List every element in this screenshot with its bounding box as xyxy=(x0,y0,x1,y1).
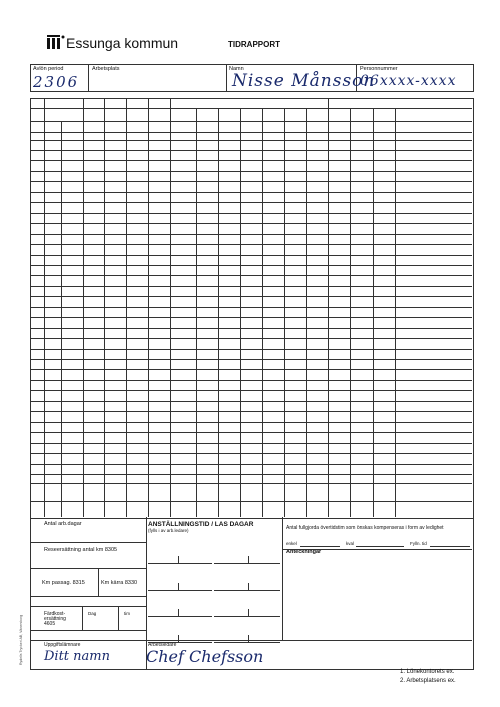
grid-line xyxy=(178,556,179,563)
period-value[interactable]: 2306 xyxy=(33,73,80,91)
grid-line xyxy=(148,642,212,643)
name-label: Namn xyxy=(229,66,244,72)
grid-line xyxy=(356,546,404,547)
grid-line xyxy=(300,546,340,547)
kval-label: kval xyxy=(346,541,355,546)
pnr-value[interactable]: 06xxxx-xxxx xyxy=(360,73,457,89)
grid-line xyxy=(30,640,472,641)
grid-line xyxy=(30,192,472,193)
antal-arb-label: Antal arb.dagar xyxy=(44,521,82,527)
arbetsledare-label: Arbetsledare xyxy=(148,642,177,648)
grid-line xyxy=(30,630,146,631)
grid-line xyxy=(104,98,105,517)
period-label: Avlön period xyxy=(33,66,64,72)
grid-line xyxy=(248,556,249,563)
grid-line xyxy=(214,642,280,643)
grid-line xyxy=(44,98,45,517)
reseersattning-label: Reseersättning antal km 8305 xyxy=(44,547,118,553)
org-name: Essunga kommun xyxy=(66,35,179,51)
grid-line xyxy=(30,359,472,360)
grid-line xyxy=(148,563,212,564)
grid-line xyxy=(214,616,280,617)
grid-line xyxy=(30,401,472,402)
grid-line xyxy=(373,108,374,517)
grid-line xyxy=(30,132,472,133)
grid-line xyxy=(148,590,212,591)
name-value[interactable]: Nisse Månsson xyxy=(232,71,376,91)
logo-icon xyxy=(47,35,65,49)
grid-line xyxy=(30,255,472,256)
grid-line xyxy=(30,223,472,224)
anteckningar-label: Anteckningar xyxy=(286,549,322,555)
pnr-label: Personnummer xyxy=(360,66,398,72)
fyllnt-label: Fylln. tid xyxy=(410,541,427,546)
logo xyxy=(47,35,65,54)
grid-line xyxy=(282,517,283,640)
grid-line xyxy=(178,635,179,642)
grid-line xyxy=(148,616,212,617)
grid-line xyxy=(170,98,171,517)
grid-line xyxy=(248,635,249,642)
copy-note-2: 2. Arbetsplatsens ex. xyxy=(400,678,456,684)
grid-line xyxy=(30,432,472,433)
grid-line xyxy=(214,590,280,591)
uppgift-label: Uppgiftslämnare xyxy=(44,642,81,648)
grid-line xyxy=(30,307,472,308)
grid-line xyxy=(83,98,84,517)
tim-label: tim xyxy=(124,611,130,616)
grid-line xyxy=(218,108,219,517)
grid-line xyxy=(240,108,241,517)
grid-line xyxy=(30,568,146,569)
grid-line xyxy=(118,606,119,630)
grid-line xyxy=(178,609,179,616)
grid-line xyxy=(30,140,472,141)
grid-line xyxy=(30,108,472,109)
grid-line xyxy=(82,606,83,630)
employment-title: ANSTÄLLNINGSTID / LAS DAGAR xyxy=(148,521,254,528)
form-title: TIDRAPPORT xyxy=(228,40,280,49)
grid-line xyxy=(395,108,396,517)
grid-line xyxy=(30,181,472,182)
grid-line xyxy=(148,98,149,517)
grid-line xyxy=(30,286,472,287)
grid-line xyxy=(350,108,351,517)
dag-label: Dag xyxy=(88,611,97,616)
grid-line xyxy=(30,160,472,161)
grid-line xyxy=(214,563,280,564)
grid-line xyxy=(328,98,329,517)
grid-line xyxy=(30,411,472,412)
grid-line xyxy=(30,171,472,172)
grid-line xyxy=(248,583,249,590)
grid-line xyxy=(98,568,99,596)
grid-line xyxy=(30,317,472,318)
grid-line xyxy=(178,583,179,590)
grid-line xyxy=(146,517,147,669)
grid-line xyxy=(30,596,146,597)
grid-line xyxy=(61,121,62,517)
grid-line xyxy=(430,546,470,547)
grid-line xyxy=(30,542,146,543)
grid-line xyxy=(30,369,472,370)
arbetsledare-value[interactable]: Chef Chefsson xyxy=(146,647,264,666)
grid-line xyxy=(30,390,472,391)
grid-line xyxy=(30,606,146,607)
grid-line xyxy=(30,349,472,350)
grid-line xyxy=(30,265,472,266)
km-passag-label: Km passag. 8315 xyxy=(42,580,85,586)
grid-line xyxy=(30,150,472,151)
grid-line xyxy=(30,121,472,122)
grid-line xyxy=(30,338,472,339)
grid-line xyxy=(126,98,127,517)
grid-line xyxy=(196,108,197,517)
grid-line xyxy=(282,549,472,550)
grid-line xyxy=(30,443,472,444)
side-text: Rydells Tryckeri AB, Vänersborg xyxy=(19,614,23,665)
grid-line xyxy=(30,483,472,484)
employment-sub: (fylls i av arb.ledare) xyxy=(148,528,189,533)
grid-line xyxy=(30,464,472,465)
workplace-label: Arbetsplats xyxy=(92,66,120,72)
grid-line xyxy=(30,474,472,475)
grid-line xyxy=(284,108,285,517)
enkel-label: enkel xyxy=(286,541,297,546)
fardkost-label: Färdkost-ersättning 4605 xyxy=(44,611,66,627)
grid-line xyxy=(30,422,472,423)
grid-line xyxy=(30,202,472,203)
grid-line xyxy=(30,296,472,297)
grid-line xyxy=(262,108,263,517)
grid-line xyxy=(30,453,472,454)
grid-line xyxy=(30,213,472,214)
grid-line xyxy=(30,501,472,502)
copy-note-1: 1. Lönekontorets ex. xyxy=(400,669,455,675)
fullgjord-text: Antal fullgjorda övertidstim som önskas kompenseras i form av ledighet xyxy=(286,525,444,531)
grid-line xyxy=(30,244,472,245)
grid-line xyxy=(30,234,472,235)
grid-line xyxy=(30,275,472,276)
grid-line xyxy=(306,108,307,517)
km-karra-label: Km kärra 8330 xyxy=(101,580,138,586)
grid-line xyxy=(30,380,472,381)
grid-line xyxy=(248,609,249,616)
uppgift-value[interactable]: Ditt namn xyxy=(44,649,110,664)
grid-line xyxy=(30,328,472,329)
